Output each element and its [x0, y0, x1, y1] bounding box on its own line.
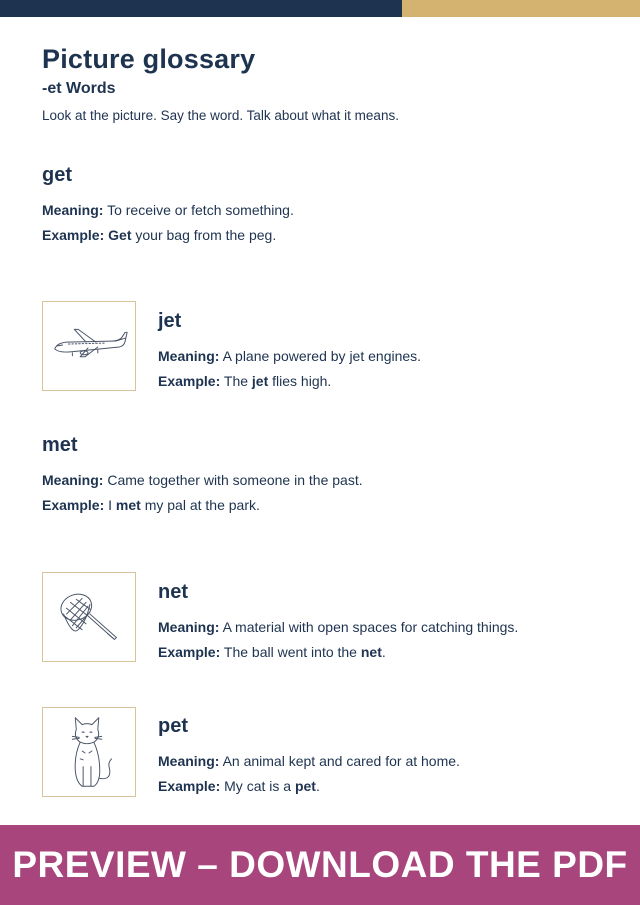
cat-icon	[43, 708, 135, 796]
meaning-text: To receive or fetch something.	[107, 202, 294, 218]
glossary-entry-pet	[158, 714, 460, 795]
meaning-text: A material with open spaces for catching things.	[222, 619, 519, 635]
meaning-label: Meaning:	[158, 348, 220, 364]
meaning-text: Came together with someone in the past.	[107, 472, 363, 488]
meaning-text: An animal kept and cared for at home.	[222, 753, 460, 769]
example-keyword: net	[360, 644, 382, 660]
glossary-entry-met	[42, 433, 363, 514]
net-picture-frame	[42, 572, 136, 662]
preview-banner-text[interactable]: PREVIEW – DOWNLOAD THE PDF	[12, 844, 628, 885]
meaning-label: Meaning:	[42, 472, 104, 488]
page-title: Picture glossary	[42, 44, 256, 74]
pet-picture-frame	[42, 707, 136, 797]
page-subtitle: -et Words	[42, 80, 116, 97]
instructions: Look at the picture. Say the word. Talk about what it means.	[42, 108, 399, 123]
entry-word: jet	[158, 310, 182, 332]
example-text-post: .	[315, 778, 320, 794]
example-text-post: your bag from the peg.	[131, 227, 277, 243]
example-keyword: jet	[251, 373, 269, 389]
meaning-label: Meaning:	[158, 619, 220, 635]
meaning-label: Meaning:	[158, 753, 220, 769]
example-text-post: my pal at the park.	[140, 497, 260, 513]
entry-example	[158, 643, 518, 661]
entry-meaning	[158, 618, 518, 636]
entry-word: met	[42, 434, 78, 456]
example-keyword: Get	[108, 227, 132, 243]
example-label: Example:	[158, 644, 221, 660]
example-text-pre: The ball went into the	[223, 644, 361, 660]
example-text-pre: My cat is a	[224, 778, 295, 794]
airplane-icon	[43, 302, 135, 390]
entry-example	[158, 372, 421, 390]
example-keyword: pet	[294, 778, 316, 794]
glossary-entry-net	[158, 580, 518, 661]
entry-meaning	[158, 347, 421, 365]
glossary-entry-get	[42, 163, 294, 244]
entry-word: get	[42, 164, 72, 186]
header-bar-navy	[0, 0, 402, 17]
jet-picture-frame	[42, 301, 136, 391]
entry-example	[42, 226, 294, 244]
example-text-pre: The	[223, 373, 252, 389]
entry-meaning	[42, 471, 363, 489]
example-label: Example:	[42, 497, 105, 513]
example-text-pre: I	[108, 497, 116, 513]
fishing-net-icon	[43, 573, 135, 661]
example-keyword: met	[115, 497, 141, 513]
example-text-post: .	[381, 644, 386, 660]
entry-meaning	[158, 752, 460, 770]
preview-banner[interactable]	[0, 825, 640, 905]
entry-word: pet	[158, 715, 188, 737]
entry-example	[42, 496, 363, 514]
glossary-entry-jet	[158, 309, 421, 390]
header-bar-gold	[402, 0, 640, 17]
example-label: Example:	[158, 778, 221, 794]
entry-meaning	[42, 201, 294, 219]
meaning-label: Meaning:	[42, 202, 104, 218]
entry-word: net	[158, 581, 188, 603]
example-text-post: flies high.	[268, 373, 332, 389]
example-label: Example:	[158, 373, 221, 389]
example-label: Example:	[42, 227, 105, 243]
meaning-text: A plane powered by jet engines.	[222, 348, 422, 364]
entry-example	[158, 777, 460, 795]
